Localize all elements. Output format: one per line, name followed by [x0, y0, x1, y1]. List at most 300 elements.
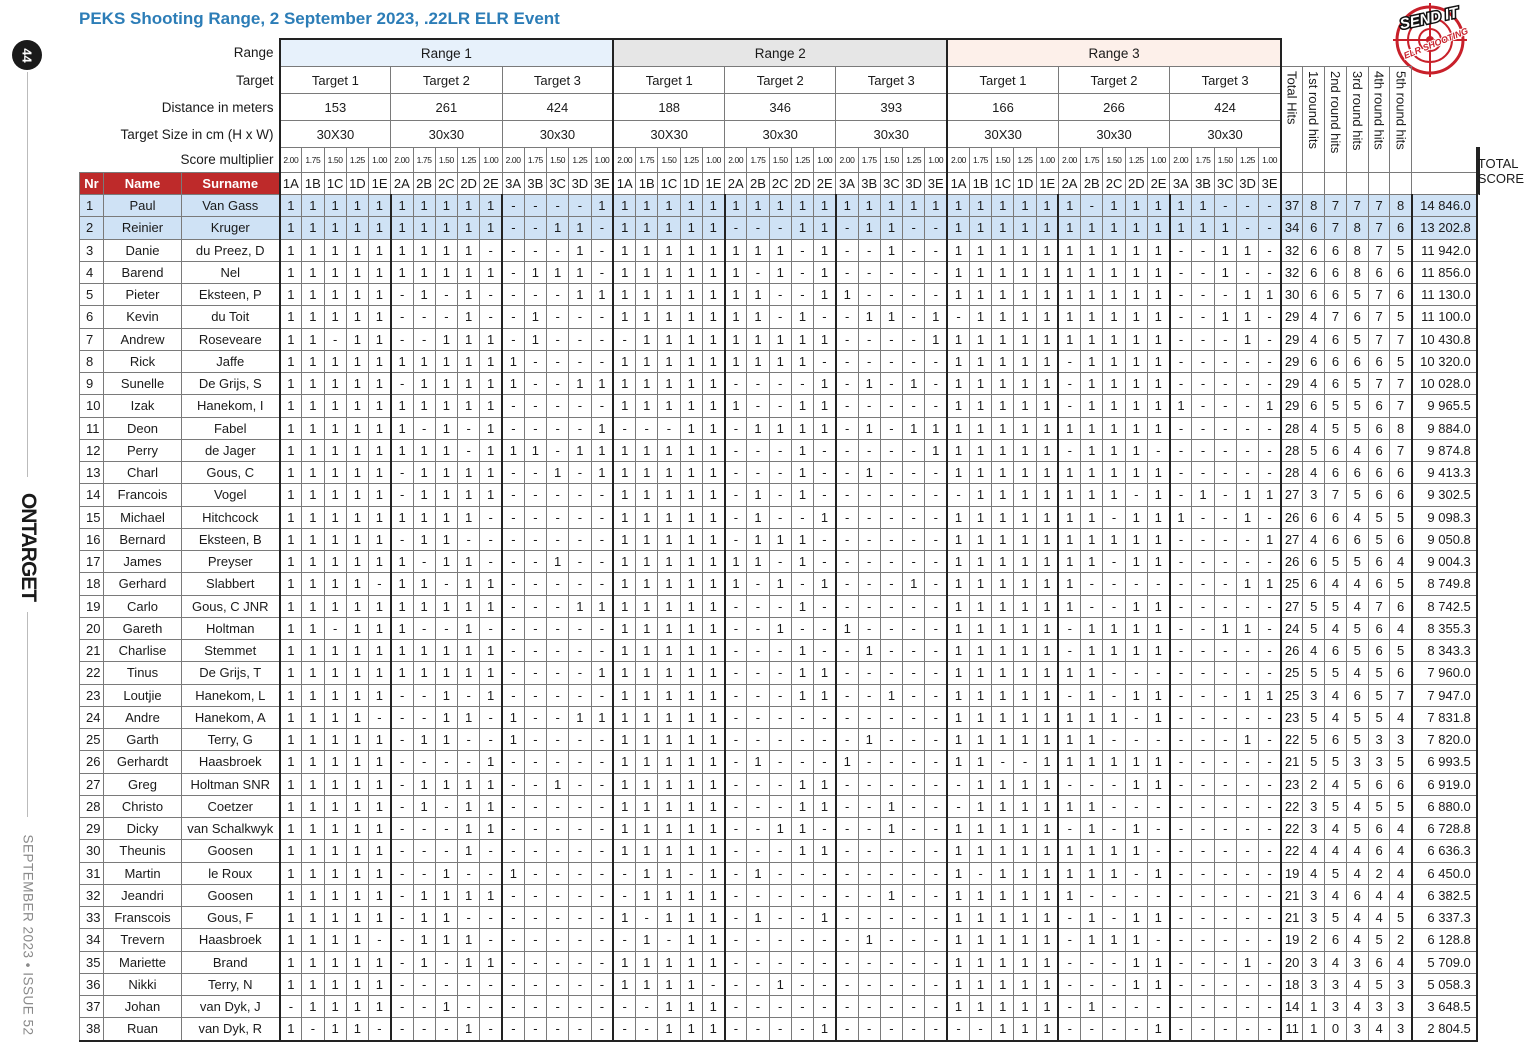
hit-cell: - — [747, 951, 769, 973]
hit-cell: 1 — [947, 439, 969, 461]
hit-cell: 1 — [1236, 729, 1258, 751]
hit-cell: - — [1192, 573, 1214, 595]
hit-cell: - — [1259, 729, 1281, 751]
hit-cell: - — [725, 751, 747, 773]
hit-cell: 1 — [1058, 195, 1080, 217]
shooter-row — [80, 884, 1480, 906]
hit-cell: - — [502, 306, 524, 328]
shooter-name: Gerhard — [104, 573, 182, 595]
hit-cell: 1 — [1170, 506, 1192, 528]
logo-line2: ELR SHOOTING — [1402, 25, 1470, 61]
hit-cell: 1 — [636, 261, 658, 283]
hit-cell: 1 — [413, 884, 435, 906]
hit-cell: - — [569, 484, 591, 506]
hit-cell: 1 — [346, 884, 368, 906]
round-total: 4 — [1303, 640, 1325, 662]
hit-cell: 1 — [1014, 217, 1036, 239]
hit-cell: 1 — [435, 195, 457, 217]
hit-cell: - — [747, 973, 769, 995]
round-total: 25 — [1281, 662, 1303, 684]
shooter-surname: Gous, C — [182, 462, 280, 484]
round-total: 5 — [1390, 640, 1412, 662]
hit-cell: - — [925, 261, 947, 283]
hit-cell: - — [925, 239, 947, 261]
round-total: 5 — [1303, 617, 1325, 639]
hit-cell: 1 — [324, 217, 346, 239]
hit-cell: 1 — [435, 439, 457, 461]
blank-cell — [1390, 173, 1412, 195]
hit-cell: - — [1214, 818, 1236, 840]
round-total: 7 — [1390, 373, 1412, 395]
hit-cell: - — [413, 1018, 435, 1041]
round-total: 6 — [1325, 239, 1347, 261]
shooter-surname: De Grijs, T — [182, 662, 280, 684]
shooter-nr: 35 — [80, 951, 104, 973]
hit-cell: - — [280, 996, 302, 1018]
hit-cell: 1 — [658, 395, 680, 417]
shooter-row — [80, 684, 1480, 706]
hit-cell: - — [524, 996, 546, 1018]
hit-cell: 1 — [435, 551, 457, 573]
round-total: 4 — [1303, 840, 1325, 862]
hit-cell: - — [858, 996, 880, 1018]
round-total: 5 — [1303, 751, 1325, 773]
hit-cell: - — [613, 996, 635, 1018]
hit-cell: 1 — [346, 751, 368, 773]
hit-cell: - — [480, 306, 502, 328]
hit-cell: - — [1170, 884, 1192, 906]
hit-cell: 1 — [1036, 684, 1058, 706]
shot-column-header: 2E — [814, 173, 836, 195]
summary-header-text: 1st round hits — [1306, 71, 1322, 150]
hit-cell: 1 — [702, 751, 724, 773]
shooter-name: James — [104, 551, 182, 573]
hit-cell: 1 — [702, 684, 724, 706]
hit-cell: 1 — [413, 350, 435, 372]
shooter-row — [80, 862, 1480, 884]
hit-cell: 1 — [791, 395, 813, 417]
hit-cell: - — [502, 1018, 524, 1041]
hit-cell: 1 — [880, 884, 902, 906]
hit-cell: - — [569, 617, 591, 639]
hit-cell: 1 — [1125, 261, 1147, 283]
hit-cell: 1 — [1036, 996, 1058, 1018]
hit-cell: 1 — [1147, 195, 1169, 217]
hit-cell: 1 — [858, 462, 880, 484]
hit-cell: 1 — [658, 350, 680, 372]
hit-cell: - — [524, 217, 546, 239]
hit-cell: 1 — [1081, 996, 1103, 1018]
hit-cell: - — [1170, 907, 1192, 929]
hit-cell: 1 — [524, 306, 546, 328]
hit-cell: - — [769, 862, 791, 884]
hit-cell: - — [1103, 773, 1125, 795]
round-total: 6 — [1368, 640, 1390, 662]
hit-cell: 1 — [435, 907, 457, 929]
round-total: 4 — [1303, 373, 1325, 395]
round-total: 6 — [1325, 729, 1347, 751]
hit-cell: 1 — [636, 818, 658, 840]
shooter-nr: 4 — [80, 261, 104, 283]
hit-cell: - — [413, 840, 435, 862]
round-total: 3 — [1303, 973, 1325, 995]
hit-cell: - — [369, 929, 391, 951]
hit-cell: 1 — [769, 239, 791, 261]
hit-cell: 1 — [725, 195, 747, 217]
hit-cell: - — [836, 662, 858, 684]
hit-cell: 1 — [903, 573, 925, 595]
hit-cell: - — [858, 840, 880, 862]
hit-cell: 1 — [636, 884, 658, 906]
hit-cell: - — [391, 818, 413, 840]
hit-cell: 1 — [992, 907, 1014, 929]
shooter-name: Francois — [104, 484, 182, 506]
hit-cell: 1 — [680, 217, 702, 239]
hit-cell: 1 — [1125, 907, 1147, 929]
hit-cell: - — [502, 996, 524, 1018]
hit-cell: - — [502, 551, 524, 573]
hit-cell: 1 — [391, 239, 413, 261]
hit-cell: 1 — [613, 684, 635, 706]
hit-cell: - — [591, 350, 613, 372]
hit-cell: 1 — [346, 528, 368, 550]
shooter-name: Greg — [104, 773, 182, 795]
hit-cell: - — [925, 706, 947, 728]
round-total: 5 — [1390, 907, 1412, 929]
name-header: Name — [104, 173, 182, 195]
hit-cell: 1 — [969, 306, 991, 328]
hit-cell: 1 — [280, 907, 302, 929]
hit-cell: 1 — [1014, 640, 1036, 662]
hit-cell: 1 — [1036, 306, 1058, 328]
round-total: 5 — [1303, 439, 1325, 461]
blank-cell — [1346, 173, 1368, 195]
hit-cell: 1 — [1036, 484, 1058, 506]
hit-cell: 1 — [769, 528, 791, 550]
hit-cell: 1 — [324, 261, 346, 283]
hit-cell: 1 — [1103, 239, 1125, 261]
hit-cell: 1 — [1036, 973, 1058, 995]
hit-cell: 1 — [480, 439, 502, 461]
hit-cell: 1 — [680, 840, 702, 862]
hit-cell: - — [591, 773, 613, 795]
hit-cell: - — [413, 862, 435, 884]
round-total: 2 — [1303, 929, 1325, 951]
hit-cell: 1 — [969, 573, 991, 595]
hit-cell: 1 — [992, 261, 1014, 283]
hit-cell: - — [502, 929, 524, 951]
hit-cell: - — [725, 795, 747, 817]
shooter-row — [80, 373, 1480, 395]
hit-cell: 1 — [280, 884, 302, 906]
shot-column-header: 3A — [502, 173, 524, 195]
shot-column-header: 1C — [658, 173, 680, 195]
logo-line1: SEND IT — [1398, 4, 1460, 34]
shooter-name: Mariette — [104, 951, 182, 973]
hit-cell: - — [391, 996, 413, 1018]
hit-cell: 1 — [791, 462, 813, 484]
hit-cell: 1 — [747, 284, 769, 306]
hit-cell: 1 — [1259, 684, 1281, 706]
hit-cell: 1 — [947, 729, 969, 751]
hit-cell: 1 — [324, 528, 346, 550]
round-total: 6 — [1303, 506, 1325, 528]
hit-cell: 1 — [480, 417, 502, 439]
hit-cell: 1 — [1081, 840, 1103, 862]
hit-cell: 1 — [1214, 261, 1236, 283]
hit-cell: - — [547, 417, 569, 439]
hit-cell: 1 — [480, 328, 502, 350]
hit-cell: - — [769, 551, 791, 573]
multiplier-value: 1.00 — [702, 148, 724, 173]
hit-cell: 1 — [1147, 751, 1169, 773]
hit-cell: 1 — [680, 239, 702, 261]
hit-cell: 1 — [1036, 328, 1058, 350]
hit-cell: 1 — [346, 684, 368, 706]
hit-cell: - — [1236, 439, 1258, 461]
hit-cell: - — [836, 439, 858, 461]
hit-cell: - — [769, 484, 791, 506]
round-total: 3 — [1368, 996, 1390, 1018]
hit-cell: - — [858, 551, 880, 573]
round-total: 3 — [1303, 951, 1325, 973]
hit-cell: - — [903, 907, 925, 929]
hit-cell: - — [903, 818, 925, 840]
hit-cell: - — [725, 617, 747, 639]
hit-cell: 1 — [947, 239, 969, 261]
hit-cell: 1 — [413, 373, 435, 395]
target-header: Target 1 — [947, 67, 1058, 94]
hit-cell: - — [1214, 729, 1236, 751]
hit-cell: - — [569, 417, 591, 439]
hit-cell: 1 — [369, 350, 391, 372]
hit-cell: 1 — [947, 350, 969, 372]
hit-cell: 1 — [302, 595, 324, 617]
hit-cell: 1 — [280, 751, 302, 773]
shooter-name: Gareth — [104, 617, 182, 639]
range-header: Range 3 — [947, 39, 1281, 67]
hit-cell: - — [547, 862, 569, 884]
hit-cell: 1 — [636, 506, 658, 528]
round-total: 6 — [1325, 328, 1347, 350]
total-score: 5 058.3 — [1412, 973, 1477, 995]
hit-cell: - — [569, 306, 591, 328]
hit-cell: - — [1170, 996, 1192, 1018]
hit-cell: 1 — [413, 395, 435, 417]
shooter-surname: Gous, C JNR — [182, 595, 280, 617]
hit-cell: - — [591, 617, 613, 639]
round-total: 5 — [1346, 328, 1368, 350]
shooter-nr: 31 — [80, 862, 104, 884]
hit-cell: - — [903, 261, 925, 283]
hit-cell: 1 — [969, 840, 991, 862]
round-total: 24 — [1281, 617, 1303, 639]
hit-cell: 1 — [1236, 306, 1258, 328]
hit-cell: - — [1192, 417, 1214, 439]
shooter-surname: Hanekom, A — [182, 706, 280, 728]
hit-cell: 1 — [1014, 284, 1036, 306]
multiplier-row-label: Score multiplier — [180, 152, 274, 168]
distance-value: 166 — [947, 94, 1058, 121]
hit-cell: - — [925, 640, 947, 662]
hit-cell: 1 — [1214, 617, 1236, 639]
hit-cell: 1 — [280, 840, 302, 862]
hit-cell: - — [547, 284, 569, 306]
hit-cell: - — [524, 284, 546, 306]
hit-cell: - — [858, 617, 880, 639]
hit-cell: - — [925, 662, 947, 684]
hit-cell: 1 — [369, 818, 391, 840]
total-score: 8 742.5 — [1412, 595, 1477, 617]
hit-cell: 1 — [969, 907, 991, 929]
shooter-surname: de Jager — [182, 439, 280, 461]
distance-row-label: Distance in meters — [161, 99, 274, 115]
multiplier-value: 1.00 — [591, 148, 613, 173]
hit-cell: 1 — [1147, 684, 1169, 706]
surname-header: Surname — [182, 173, 280, 195]
hit-cell: - — [903, 840, 925, 862]
shot-column-header: 2B — [1081, 173, 1103, 195]
round-total: 5 — [1346, 818, 1368, 840]
round-total: 3 — [1390, 996, 1412, 1018]
page-number-badge — [12, 40, 42, 70]
hit-cell: - — [636, 417, 658, 439]
hit-cell: 1 — [636, 662, 658, 684]
hit-cell: 1 — [947, 617, 969, 639]
shooter-nr: 11 — [80, 417, 104, 439]
round-total: 5 — [1368, 684, 1390, 706]
hit-cell: 1 — [1014, 484, 1036, 506]
hit-cell: 1 — [636, 951, 658, 973]
hit-cell: - — [569, 795, 591, 817]
hit-cell: - — [747, 217, 769, 239]
hit-cell: 1 — [992, 195, 1014, 217]
hit-cell: 1 — [702, 573, 724, 595]
hit-cell: - — [524, 417, 546, 439]
hit-cell: - — [1058, 951, 1080, 973]
hit-cell: 1 — [280, 973, 302, 995]
hit-cell: - — [458, 439, 480, 461]
hit-cell: 1 — [747, 195, 769, 217]
hit-cell: 1 — [702, 595, 724, 617]
hit-cell: 1 — [680, 729, 702, 751]
hit-cell: - — [458, 528, 480, 550]
hit-cell: - — [836, 462, 858, 484]
hit-cell: - — [1259, 862, 1281, 884]
hit-cell: 1 — [391, 506, 413, 528]
round-total: 8 — [1390, 417, 1412, 439]
hit-cell: 1 — [1103, 484, 1125, 506]
hit-cell: - — [769, 795, 791, 817]
hit-cell: 1 — [947, 640, 969, 662]
summary-header-text: 2nd round hits — [1327, 71, 1343, 154]
shot-column-header: 3A — [1170, 173, 1192, 195]
multiplier-value: 1.50 — [435, 148, 457, 173]
hit-cell: - — [413, 328, 435, 350]
hit-cell: 1 — [680, 706, 702, 728]
hit-cell: - — [925, 395, 947, 417]
hit-cell: 1 — [346, 551, 368, 573]
hit-cell: 1 — [1147, 239, 1169, 261]
round-total: 5 — [1346, 617, 1368, 639]
hit-cell: - — [1170, 729, 1192, 751]
hit-cell: 1 — [1014, 862, 1036, 884]
shooter-surname: Eksteen, B — [182, 528, 280, 550]
magazine-logo — [16, 482, 40, 612]
shooter-name: Andre — [104, 706, 182, 728]
shooter-row — [80, 1018, 1480, 1041]
shooter-name: Carlo — [104, 595, 182, 617]
hit-cell: - — [903, 484, 925, 506]
hit-cell: - — [725, 907, 747, 929]
hit-cell: 1 — [613, 729, 635, 751]
shooter-surname: Vogel — [182, 484, 280, 506]
hit-cell: 1 — [992, 884, 1014, 906]
hit-cell: 1 — [324, 395, 346, 417]
hit-cell: 1 — [324, 907, 346, 929]
summary-header — [1390, 67, 1412, 173]
multiplier-value: 1.25 — [680, 148, 702, 173]
hit-cell: - — [547, 684, 569, 706]
hit-cell: 1 — [302, 573, 324, 595]
hit-cell: - — [1103, 884, 1125, 906]
hit-cell: - — [1103, 662, 1125, 684]
hit-cell: - — [814, 951, 836, 973]
hit-cell: 1 — [346, 929, 368, 951]
hit-cell: - — [524, 484, 546, 506]
hit-cell: - — [725, 462, 747, 484]
hit-cell: - — [502, 417, 524, 439]
hit-cell: 1 — [992, 395, 1014, 417]
hit-cell: 1 — [369, 640, 391, 662]
hit-cell: 1 — [658, 217, 680, 239]
round-total: 5 — [1346, 373, 1368, 395]
shooter-row — [80, 840, 1480, 862]
hit-cell: - — [903, 551, 925, 573]
hit-cell: 1 — [702, 773, 724, 795]
hit-cell: 1 — [302, 729, 324, 751]
hit-cell: - — [880, 907, 902, 929]
hit-cell: 1 — [435, 662, 457, 684]
hit-cell: 1 — [1192, 195, 1214, 217]
hit-cell: - — [369, 1018, 391, 1041]
hit-cell: 1 — [1125, 395, 1147, 417]
round-total: 6 — [1368, 773, 1390, 795]
hit-cell: - — [880, 395, 902, 417]
hit-cell: 1 — [725, 284, 747, 306]
hit-cell: 1 — [658, 506, 680, 528]
hit-cell: - — [1259, 439, 1281, 461]
hit-cell: 1 — [613, 395, 635, 417]
round-total: 6 — [1368, 261, 1390, 283]
hit-cell: 1 — [502, 706, 524, 728]
round-total: 6 — [1346, 462, 1368, 484]
shot-column-header: 3A — [836, 173, 858, 195]
hit-cell: - — [880, 551, 902, 573]
hit-cell: - — [591, 551, 613, 573]
hit-cell: 1 — [280, 617, 302, 639]
distance-value: 346 — [725, 94, 836, 121]
hit-cell: - — [569, 862, 591, 884]
hit-cell: 1 — [702, 862, 724, 884]
hit-cell: - — [836, 795, 858, 817]
round-total: 4 — [1390, 884, 1412, 906]
hit-cell: - — [1170, 818, 1192, 840]
hit-cell: - — [547, 795, 569, 817]
hit-cell: - — [391, 773, 413, 795]
hit-cell: 1 — [324, 706, 346, 728]
hit-cell: 1 — [791, 350, 813, 372]
